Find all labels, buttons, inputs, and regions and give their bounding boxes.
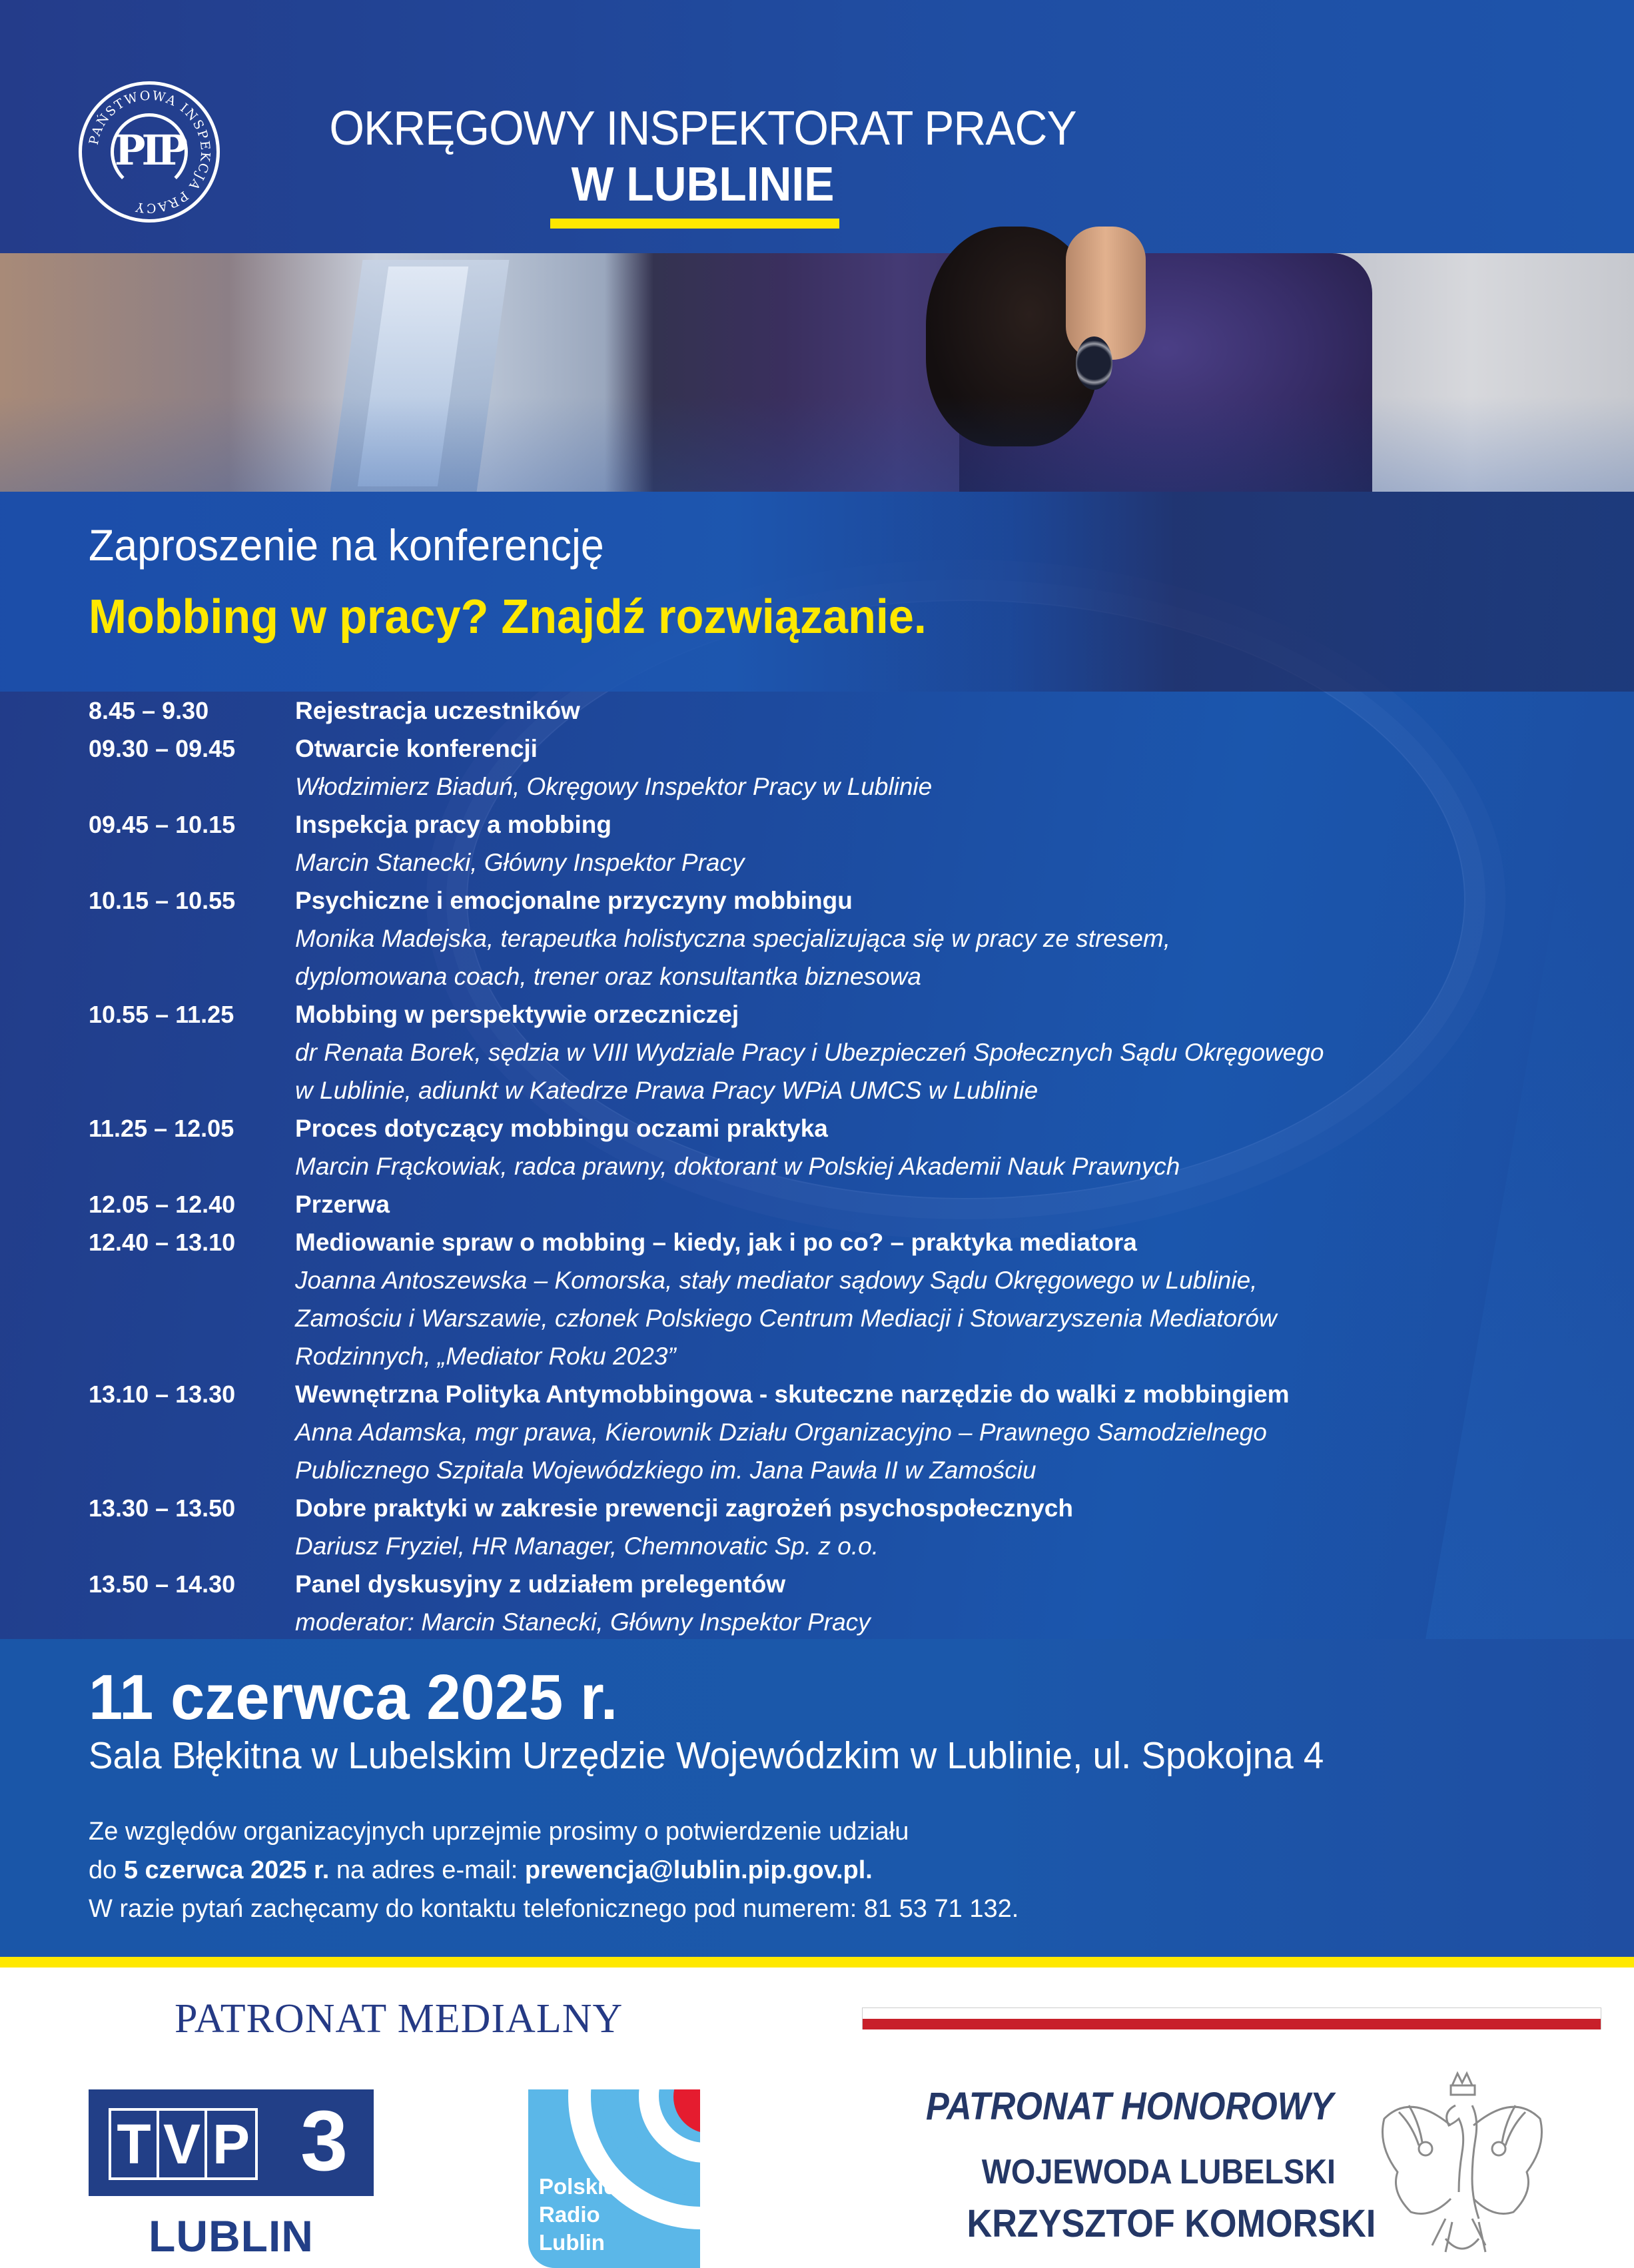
agenda-speaker: Włodzimierz Biaduń, Okręgowy Inspektor Pracy w Lublinie (295, 772, 933, 800)
agenda-speaker: Joanna Antoszewska – Komorska, stały mediator sądowy Sądu Okręgowego w Lublinie, (295, 1266, 1258, 1294)
voivode-name: KRZYSZTOF KOMORSKI (967, 2202, 1376, 2245)
agenda-time: 12.40 – 13.10 (89, 1228, 236, 1256)
agenda-topic: Dobre praktyki w zakresie prewencji zagrożeń psychospołecznych (295, 1494, 1073, 1522)
rsvp-email-link[interactable]: prewencja@lublin.pip.gov.pl. (524, 1856, 873, 1884)
office-city: W LUBLINIE (571, 158, 835, 211)
seal-monogram: PIP (114, 126, 185, 175)
agenda-item (89, 806, 1521, 844)
tvp-city: LUBLIN (149, 2211, 314, 2261)
agenda-item (89, 1375, 1521, 1413)
title-underline (550, 219, 839, 229)
agenda-topic: Mobbing w perspektywie orzeczniczej (295, 1000, 739, 1028)
agenda-topic: Panel dyskusyjny z udziałem prelegentów (295, 1570, 786, 1598)
agenda-time: 09.45 – 10.15 (89, 810, 236, 838)
voivode-title: WOJEWODA LUBELSKI (981, 2153, 1336, 2191)
agenda-topic: Mediowanie spraw o mobbing – kiedy, jak i po co? – praktyka mediatora (295, 1228, 1137, 1256)
agenda-topic: Inspekcja pracy a mobbing (295, 810, 612, 838)
agenda-item (89, 730, 1521, 768)
agenda-topic: Proces dotyczący mobbingu oczami praktyka (295, 1114, 828, 1142)
polskie-radio-lublin-logo (528, 2089, 700, 2268)
media-patronage-title: PATRONAT MEDIALNY (175, 1996, 623, 2041)
agenda-item (89, 881, 1521, 919)
agenda-item (89, 1489, 1521, 1527)
agenda-speaker: Zamościu i Warszawie, członek Polskiego Centrum Mediacji i Stowarzyszenia Mediatorów (295, 1304, 1277, 1332)
agenda-speaker: Dariusz Fryziel, HR Manager, Chemnovatic Sp. z o.o. (295, 1532, 879, 1560)
radio-line: Polskie (539, 2174, 616, 2199)
agenda-speaker: Marcin Frąckowiak, radca prawny, doktorant w Polskiej Akademii Nauk Prawnych (295, 1152, 1180, 1180)
radio-line: Lublin (539, 2230, 605, 2255)
flag-red (863, 2019, 1601, 2029)
rsvp-mid: na adres e-mail: (329, 1856, 525, 1884)
svg-text:PAŃSTWOWA INSPEKCJA PRACY: PAŃSTWOWA INSPEKCJA PRACY (86, 88, 213, 216)
rsvp-deadline-line (89, 1856, 1019, 1895)
event-date: 11 czerwca 2025 r. (89, 1662, 618, 1733)
tvp-letter-v: V (159, 2111, 207, 2177)
agenda-time: 11.25 – 12.05 (89, 1114, 234, 1142)
contact-info (89, 1818, 1019, 1934)
agenda-speaker: dyplomowana coach, trener oraz konsultantka biznesowa (295, 962, 921, 990)
tvp-letters (109, 2108, 258, 2180)
agenda-speaker: Marcin Stanecki, Główny Inspektor Pracy (295, 848, 745, 876)
conference-title: Mobbing w pracy? Znajdź rozwiązanie. (89, 590, 927, 644)
stressed-worker-photo (0, 253, 1634, 492)
agenda-time: 12.05 – 12.40 (89, 1190, 236, 1218)
agenda-item (89, 692, 1521, 730)
agenda-time: 13.10 – 13.30 (89, 1380, 236, 1408)
agenda-time: 10.55 – 11.25 (89, 1000, 234, 1028)
agenda (89, 692, 1521, 1641)
tvp-number: 3 (300, 2093, 348, 2189)
agenda-speaker: Monika Madejska, terapeutka holistyczna specjalizująca się w pracy ze stresem, (295, 924, 1171, 952)
office-title: OKRĘGOWY INSPEKTORAT PRACY (329, 102, 1076, 155)
agenda-speaker: Publicznego Szpitala Wojewódzkiego im. Jana Pawła II w Zamościu (295, 1456, 1036, 1484)
agenda-item (89, 1109, 1521, 1147)
agenda-time: 13.50 – 14.30 (89, 1570, 236, 1598)
agenda-speaker: Anna Adamska, mgr prawa, Kierownik Działu Organizacyjno – Prawnego Samodzielnego (295, 1418, 1267, 1446)
agenda-speaker: w Lublinie, adiunkt w Katedrze Prawa Pracy WPiA UMCS w Lublinie (295, 1076, 1038, 1104)
tvp-letter-t: T (111, 2111, 159, 2177)
agenda-time: 8.45 – 9.30 (89, 696, 209, 724)
agenda-item (89, 1185, 1521, 1223)
radio-name (539, 2173, 616, 2257)
phone-note: W razie pytań zachęcamy do kontaktu telefonicznego pod numerem: 81 53 71 132. (89, 1895, 1019, 1923)
agenda-speaker: moderator: Marcin Stanecki, Główny Inspektor Pracy (295, 1608, 871, 1636)
agenda-topic: Przerwa (295, 1190, 390, 1218)
agenda-item (89, 1223, 1521, 1261)
pip-seal-icon (79, 81, 220, 223)
invitation-label: Zaproszenie na konferencję (89, 520, 604, 570)
agenda-topic: Rejestracja uczestników (295, 696, 580, 724)
event-location: Sala Błękitna w Lubelskim Urzędzie Wojewódzkim w Lublinie, ul. Spokojna 4 (89, 1734, 1324, 1777)
agenda-time: 13.30 – 13.50 (89, 1494, 236, 1522)
polish-eagle-icon (1372, 2065, 1552, 2265)
agenda-topic: Wewnętrzna Polityka Antymobbingowa - skuteczne narzędzie do walki z mobbingiem (295, 1380, 1290, 1408)
tvp-letter-p: P (212, 2113, 250, 2175)
agenda-topic: Otwarcie konferencji (295, 734, 538, 762)
agenda-time: 10.15 – 10.55 (89, 886, 236, 914)
rsvp-note: Ze względów organizacyjnych uprzejmie prosimy o potwierdzenie udziału (89, 1818, 909, 1846)
agenda-time: 09.30 – 09.45 (89, 734, 236, 762)
agenda-speaker: Rodzinnych, „Mediator Roku 2023” (295, 1342, 676, 1370)
radio-line: Radio (539, 2202, 600, 2227)
agenda-speaker: dr Renata Borek, sędzia w VIII Wydziale Pracy i Ubezpieczeń Społecznych Sądu Okręgowego (295, 1038, 1324, 1066)
rsvp-prefix: do (89, 1856, 124, 1884)
tvp3-logo (89, 2089, 374, 2196)
photo-shade (0, 253, 1634, 492)
yellow-divider (0, 1957, 1634, 1968)
agenda-item (89, 995, 1521, 1033)
flag-white (863, 2008, 1601, 2019)
honorary-patronage-title: PATRONAT HONOROWY (926, 2085, 1334, 2128)
polish-flag-bar (862, 2007, 1601, 2029)
rsvp-deadline: 5 czerwca 2025 r. (123, 1856, 330, 1884)
agenda-item (89, 1565, 1521, 1603)
agenda-topic: Psychiczne i emocjonalne przyczyny mobbingu (295, 886, 853, 914)
